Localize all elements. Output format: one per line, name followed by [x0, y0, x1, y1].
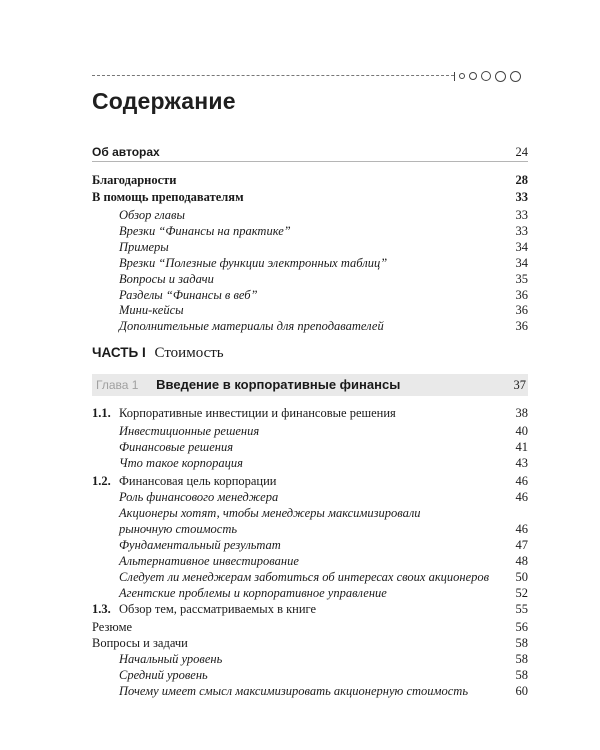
toc-entry-page: 36 [515, 319, 528, 333]
part-heading [92, 345, 224, 363]
toc-entry-page: 40 [515, 424, 528, 438]
toc-entry-text: рыночную стоимость [119, 522, 238, 536]
chapter-label: Глава 1 [96, 378, 139, 392]
toc-entry-title [92, 635, 188, 651]
section-number: 1.3. [92, 602, 111, 616]
toc-entry[interactable] [92, 585, 528, 601]
toc-entry-page: 43 [515, 456, 528, 470]
toc-entry[interactable] [92, 172, 528, 188]
toc-entry-title [92, 585, 387, 601]
toc-entry-page: 58 [515, 652, 528, 666]
toc-entry-text: Благодарности [92, 173, 177, 187]
toc-entry-text: Что такое корпорация [119, 456, 243, 470]
toc-entry-page: 46 [515, 490, 528, 504]
toc-entry-page: 52 [515, 586, 528, 600]
toc-entry-page: 38 [515, 406, 528, 420]
toc-entry[interactable] [92, 189, 528, 205]
toc-entry-text: Средний уровень [119, 668, 208, 682]
toc-entry[interactable] [92, 489, 528, 505]
toc-entry-text: Примеры [119, 240, 169, 254]
circle-icon [459, 73, 465, 79]
toc-entry-page: 33 [515, 224, 528, 238]
toc-entry-title [92, 439, 233, 455]
toc-entry[interactable] [92, 537, 528, 553]
toc-entry-title [92, 207, 185, 223]
toc-entry-text: Почему имеет смысл максимизировать акционерную стоимость [119, 684, 469, 698]
toc-entry-title [92, 255, 387, 271]
toc-entry-page: 60 [515, 684, 528, 698]
toc-entry-title [92, 144, 160, 160]
toc-entry-text: Начальный уровень [119, 652, 223, 666]
toc-entry[interactable] [92, 144, 528, 162]
toc-entry[interactable] [92, 521, 528, 537]
toc-entry-text: Дополнительные материалы для преподавателей [119, 319, 384, 333]
toc-entry-text: Мини-кейсы [119, 303, 184, 317]
toc-entry-title [92, 189, 244, 205]
toc-entry[interactable] [92, 223, 528, 239]
part-title: Стоимость [154, 345, 224, 361]
toc-entry-text: Вопросы и задачи [92, 636, 188, 650]
toc-entry-title [92, 489, 278, 505]
chapter-page: 37 [513, 377, 526, 392]
toc-entry-text: В помощь преподавателям [92, 190, 244, 204]
toc-entry[interactable] [92, 287, 528, 303]
toc-entry-title [92, 455, 243, 471]
toc-entry[interactable] [92, 302, 528, 318]
toc-entry-text: Акционеры хотят, чтобы менеджеры максимизировали [119, 506, 421, 520]
toc-entry-title [92, 287, 258, 303]
toc-entry-text: Обзор главы [119, 208, 185, 222]
chapter-title: Введение в корпоративные финансы [156, 377, 401, 392]
header-decoration [92, 70, 532, 82]
toc-entry[interactable] [92, 505, 528, 521]
toc-entry-text: Обзор тем, рассматриваемых в книге [119, 602, 317, 616]
toc-entry-title [92, 601, 316, 617]
toc-entry[interactable] [92, 619, 528, 635]
toc-entry[interactable] [92, 271, 528, 287]
toc-entry-title [92, 619, 132, 635]
toc-entry-title [92, 223, 291, 239]
toc-entry[interactable] [92, 651, 528, 667]
toc-entry-title [92, 271, 214, 287]
circle-icon [481, 71, 491, 81]
toc-entry-page: 46 [515, 522, 528, 536]
toc-entry[interactable] [92, 473, 528, 489]
toc-entry[interactable] [92, 455, 528, 471]
toc-entry-text: Резюме [92, 620, 133, 634]
toc-entry-title [92, 521, 237, 537]
toc-entry-page: 56 [515, 620, 528, 634]
toc-entry[interactable] [92, 601, 528, 617]
toc-entry-text: Врезки “Финансы на практике” [119, 224, 291, 238]
toc-entry[interactable] [92, 635, 528, 651]
toc-entry-title [92, 667, 208, 683]
toc-entry-page: 24 [515, 145, 528, 159]
toc-entry-title [92, 683, 468, 699]
toc-entry-title [92, 651, 222, 667]
toc-entry[interactable] [92, 553, 528, 569]
toc-entry[interactable] [92, 239, 528, 255]
toc-entry-text: Фундаментальный результат [119, 538, 281, 552]
toc-entry-page: 55 [515, 602, 528, 616]
toc-entry-title [92, 318, 384, 334]
chapter-heading[interactable] [92, 374, 528, 396]
toc-entry-title [92, 239, 169, 255]
toc-entry[interactable] [92, 318, 528, 334]
toc-entry-text: Инвестиционные решения [119, 424, 260, 438]
toc-entry-text: Следует ли менеджерам заботиться об интересах своих акционеров [119, 570, 490, 584]
toc-entry-title [92, 473, 277, 489]
part-label: ЧАСТЬ I [92, 345, 146, 360]
toc-entry-page: 50 [515, 570, 528, 584]
toc-entry-title [92, 537, 281, 553]
toc-entry-title [92, 423, 259, 439]
toc-entry-title [92, 553, 299, 569]
toc-entry-text: Альтернативное инвестирование [119, 554, 299, 568]
toc-entry-title [92, 172, 177, 188]
toc-entry-page: 48 [515, 554, 528, 568]
toc-entry-text: Разделы “Финансы в веб” [119, 288, 258, 302]
toc-entry[interactable] [92, 207, 528, 223]
toc-entry-page: 58 [515, 668, 528, 682]
header-circles [454, 70, 525, 82]
toc-entry-page: 35 [515, 272, 528, 286]
circle-icon [495, 71, 506, 82]
toc-entry[interactable] [92, 439, 528, 455]
toc-entry-page: 34 [515, 240, 528, 254]
toc-entry-title [92, 405, 396, 421]
header-tick-mark [454, 72, 455, 81]
page-title: Содержание [92, 88, 236, 114]
circle-icon [510, 71, 521, 82]
toc-entry-title [92, 505, 421, 521]
toc-entry-title [92, 302, 184, 318]
toc-entry-page: 28 [515, 173, 528, 187]
section-number: 1.2. [92, 474, 111, 488]
toc-entry-page: 36 [515, 303, 528, 317]
toc-entry[interactable] [92, 405, 528, 421]
toc-entry-text: Роль финансового менеджера [119, 490, 279, 504]
toc-entry-text: Финансовая цель корпорации [119, 474, 277, 488]
toc-entry[interactable] [92, 683, 528, 699]
toc-entry-page: 46 [515, 474, 528, 488]
toc-entry-text: Врезки “Полезные функции электронных таблиц” [119, 256, 388, 270]
toc-entry-text: Вопросы и задачи [119, 272, 214, 286]
toc-entry-page: 47 [515, 538, 528, 552]
toc-entry-page: 34 [515, 256, 528, 270]
toc-entry-page: 33 [515, 208, 528, 222]
toc-entry-page: 36 [515, 288, 528, 302]
circle-icon [469, 72, 477, 80]
toc-entry-page: 41 [515, 440, 528, 454]
toc-entry-page: 58 [515, 636, 528, 650]
toc-entry-title [92, 569, 489, 585]
toc-entry[interactable] [92, 423, 528, 439]
toc-entry[interactable] [92, 255, 528, 271]
toc-entry-text: Финансовые решения [119, 440, 234, 454]
toc-entry-page: 33 [515, 190, 528, 204]
section-number: 1.1. [92, 406, 111, 420]
toc-entry-text: Агентские проблемы и корпоративное управление [119, 586, 387, 600]
header-dashed-rule [92, 75, 454, 76]
toc-entry-text: Об авторах [92, 145, 160, 159]
toc-entry[interactable] [92, 569, 528, 585]
toc-entry-text: Корпоративные инвестиции и финансовые решения [119, 406, 396, 420]
toc-entry[interactable] [92, 667, 528, 683]
